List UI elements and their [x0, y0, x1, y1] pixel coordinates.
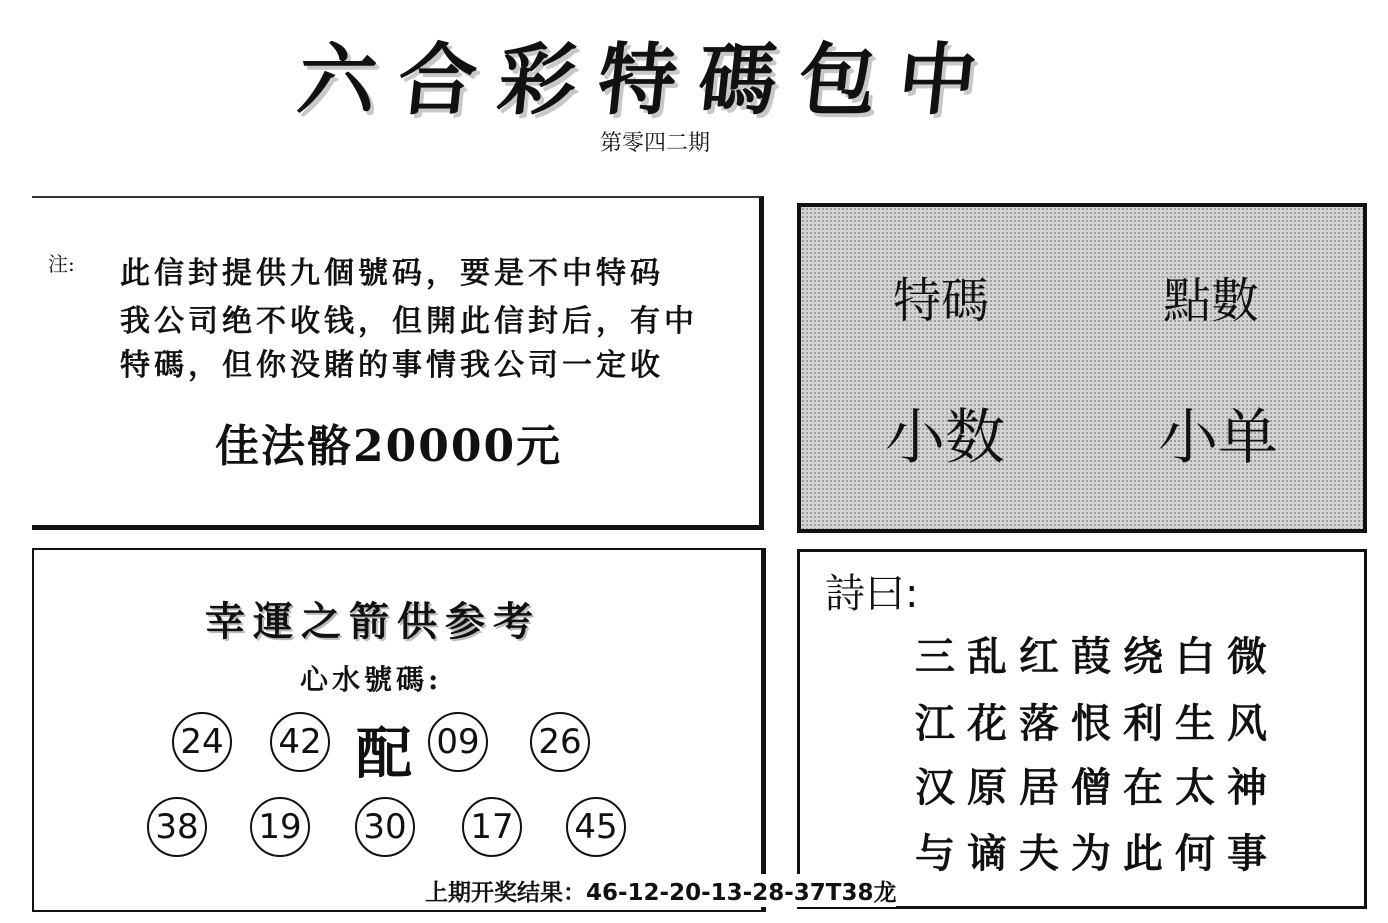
- code-label-left: 特碼: [893, 273, 990, 329]
- note-mark: 注:: [48, 252, 75, 276]
- last-result: 上期开奖结果：46-12-20-13-28-37T38龙: [425, 874, 896, 907]
- notice-line-2: 我公司绝不收钱，但開此信封后，有中: [120, 304, 698, 339]
- poem-line-1: 三乱红葭绕白微: [915, 633, 1279, 680]
- poem-line-3: 汉原居僧在太神: [915, 764, 1279, 811]
- notice-line-3: 特碼，但你没賭的事情我公司一定收: [120, 348, 664, 383]
- lucky-subtitle: 心水號碼:: [300, 663, 443, 696]
- code-panel: [797, 203, 1367, 533]
- notice-line-1: 此信封提供九個號码，要是不中特码: [120, 256, 664, 291]
- number-ball: 42: [270, 712, 330, 772]
- number-ball: 09: [428, 712, 488, 772]
- code-label-right: 點數: [1163, 273, 1260, 329]
- number-ball: 19: [250, 797, 310, 857]
- number-ball: 17: [462, 797, 522, 857]
- page-title: 六合彩特碼包中: [293, 35, 1004, 126]
- code-value-left: 小数: [885, 403, 1005, 473]
- number-ball: 26: [530, 712, 590, 772]
- issue-number: 第零四二期: [600, 131, 711, 156]
- number-ball: 38: [147, 797, 207, 857]
- code-value-right: 小单: [1158, 403, 1278, 473]
- poem-line-4: 与谪夫为此何事: [915, 830, 1279, 877]
- lucky-title: 幸運之箭供参考: [205, 598, 541, 645]
- pei-character: 配: [356, 721, 412, 787]
- reward-amount: 佳法骼20000元: [215, 421, 563, 472]
- number-ball: 30: [355, 797, 415, 857]
- number-ball: 45: [566, 797, 626, 857]
- poem-line-2: 江花落恨利生风: [915, 700, 1279, 747]
- number-ball: 24: [172, 712, 232, 772]
- poem-heading: 詩曰:: [825, 571, 919, 617]
